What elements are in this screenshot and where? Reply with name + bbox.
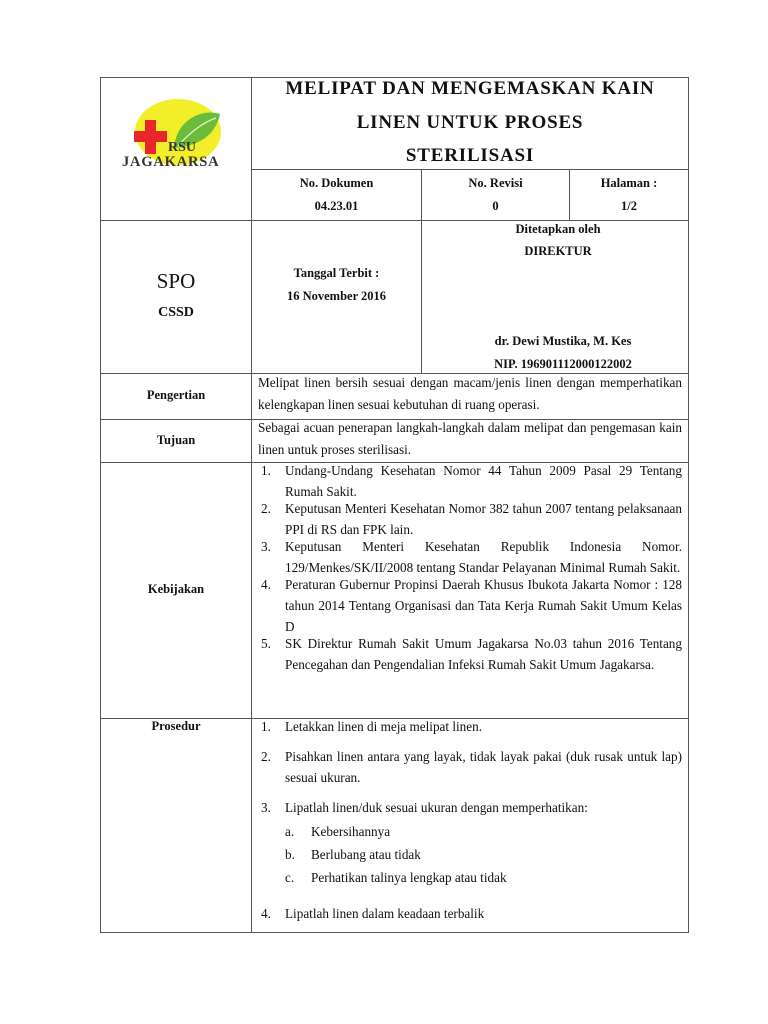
spo-unit: CSSD <box>158 305 194 320</box>
page-label: Halaman : <box>600 176 658 190</box>
prosedur-list <box>258 716 682 924</box>
prosedur-item: 2. Pisahkan linen antara yang layak, tidak layak pakai (duk rusak untuk lap) sesuai ukuran. <box>261 749 682 785</box>
prosedur-label: Prosedur <box>151 719 201 733</box>
pengertian-label: Pengertian <box>146 388 206 402</box>
kebijakan-label: Kebijakan <box>147 582 205 596</box>
spo-title: SPO <box>156 269 196 293</box>
kebijakan-item: 4. Peraturan Gubernur Propinsi Daerah Khusus Ibukota Jakarta Nomor : 128 tahun 2014 Tentang Organisasi dan Tata Kerja Rumah Sakit Umum Kelas D <box>261 577 682 634</box>
tujuan-label: Tujuan <box>156 433 196 447</box>
table-rule-header <box>100 220 689 221</box>
prosedur-subitem: b. Berlubang atau tidak <box>285 847 421 862</box>
prosedur-item: 3. Lipatlah linen/duk sesuai ukuran dengan memperhatikan: <box>261 800 588 815</box>
prosedur-subitem: c. Perhatikan talinya lengkap atau tidak <box>285 870 507 885</box>
table-border-right <box>688 77 689 933</box>
revision-value: 0 <box>492 199 499 213</box>
tujuan-text: Sebagai acuan penerapan langkah-langkah dalam melipat dan pengemasan kain linen untuk proses sterilisasi. <box>258 420 682 457</box>
approved-by-label: Ditetapkan oleh <box>515 222 601 236</box>
kebijakan-item: 2. Keputusan Menteri Kesehatan Nomor 382 tahun 2007 tentang pelaksanaan PPI di RS dan FPK lain. <box>261 501 682 537</box>
page-value: 1/2 <box>621 199 637 213</box>
doc-title-line-1: MELIPAT DAN MENGEMASKAN KAIN <box>285 78 655 99</box>
signer-nip: NIP. 196901112000122002 <box>494 357 632 371</box>
kebijakan-item: 1. Undang-Undang Kesehatan Nomor 44 Tahun 2009 Pasal 29 Tentang Rumah Sakit. <box>261 463 682 499</box>
prosedur-item: 1. Letakkan linen di meja melipat linen. <box>261 719 483 734</box>
doc-number-value: 04.23.01 <box>314 199 359 213</box>
kebijakan-item: 5. SK Direktur Rumah Sakit Umum Jagakarsa No.03 tahun 2016 Tentang Pencegahan dan Pengendalian Infeksi Rumah Sakit Umum Jagakarsa. <box>261 636 682 672</box>
revision-label: No. Revisi <box>468 176 523 190</box>
issue-date-label: Tanggal Terbit : <box>293 266 380 280</box>
doc-title-line-3: STERILISASI <box>405 145 535 166</box>
prosedur-item: 4. Lipatlah linen dalam keadaan terbalik <box>261 906 485 921</box>
approved-by-role: DIREKTUR <box>524 244 592 258</box>
kebijakan-list <box>258 460 682 675</box>
table-border-bottom <box>100 932 689 933</box>
hospital-logo <box>116 98 238 178</box>
kebijakan-item: 3. Keputusan Menteri Kesehatan Republik Indonesia Nomor. 129/Menkes/SK/II/2008 tentang Standar Pelayanan Minimal Rumah Sakit. <box>261 539 682 575</box>
doc-title-line-2: LINEN UNTUK PROSES <box>356 112 584 133</box>
table-rule-title <box>251 169 689 170</box>
logo-text-rsu: RSU <box>168 140 197 155</box>
doc-number-label: No. Dokumen <box>299 176 374 190</box>
issue-date-value: 16 November 2016 <box>286 289 387 303</box>
pengertian-text: Melipat linen bersih sesuai dengan macam/jenis linen dengan memperhatikan kelengkapan linen sesuai kebutuhan di ruang operasi. <box>258 375 682 412</box>
logo-text-name: JAGAKARSA <box>122 154 220 170</box>
signer-name: dr. Dewi Mustika, M. Kes <box>494 334 632 348</box>
table-border-left <box>100 77 101 933</box>
prosedur-subitem: a. Kebersihannya <box>285 824 391 839</box>
